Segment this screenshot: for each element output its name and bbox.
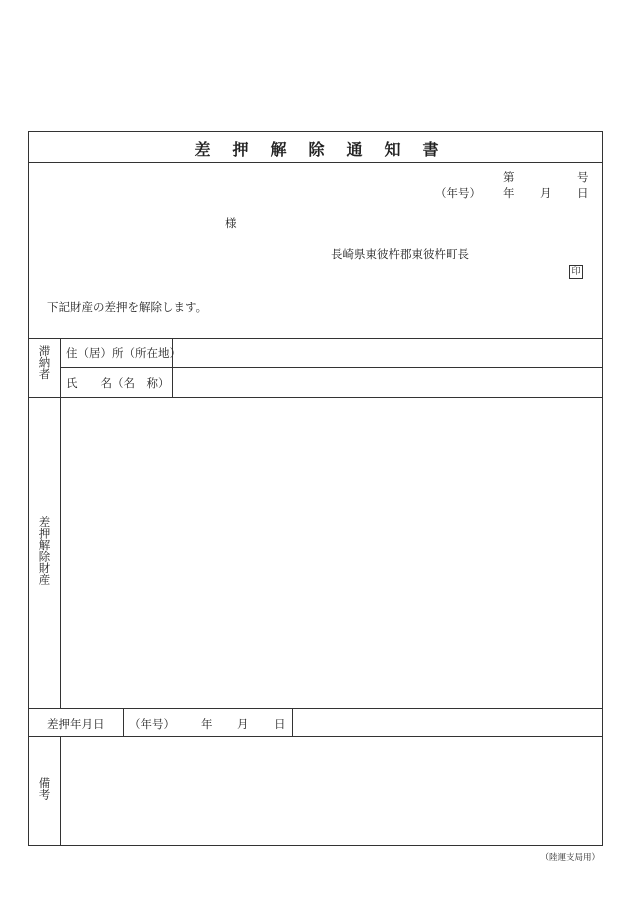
date-month: 月: [540, 186, 552, 200]
address-field[interactable]: [176, 339, 600, 367]
number-suffix: 号: [577, 170, 589, 184]
seizure-date-divider: [292, 708, 293, 736]
name-field[interactable]: [176, 368, 600, 396]
date-year: 年: [503, 186, 515, 200]
remarks-label-divider: [60, 736, 61, 845]
issuer-name: 長崎県東彼杵郡東彼杵町長: [331, 247, 469, 261]
property-section-label: 差押解除財産: [37, 516, 52, 585]
taxpayer-divider: [29, 397, 602, 398]
seizure-date-day: 日: [274, 717, 286, 731]
title-divider: [29, 162, 602, 163]
property-label-divider: [60, 397, 61, 708]
date-era: （年号）: [435, 186, 481, 200]
property-divider: [29, 708, 602, 709]
taxpayer-section-label: 滞納者: [37, 345, 52, 380]
seizure-date-era: （年号）: [129, 717, 175, 731]
footer-note: （陸運支局用）: [540, 853, 600, 863]
number-prefix: 第: [503, 170, 515, 184]
notice-form: [28, 131, 603, 846]
seizure-date-year: 年: [201, 717, 213, 731]
statement-text: 下記財産の差押を解除します。: [47, 300, 208, 314]
remarks-section-label: 備考: [37, 777, 52, 800]
seizure-date-month: 月: [237, 717, 249, 731]
seal-mark: 印: [569, 265, 583, 279]
document-title: 差押解除通知書: [194, 140, 461, 159]
property-field[interactable]: [64, 400, 600, 705]
remarks-field[interactable]: [64, 739, 600, 842]
address-label: 住（居）所（所在地）: [66, 346, 181, 360]
name-label: 氏 名（名 称）: [66, 376, 170, 390]
recipient-honorific: 様: [225, 216, 237, 230]
date-day: 日: [577, 186, 589, 200]
seizure-label-divider: [123, 708, 124, 736]
seizure-date-label: 差押年月日: [47, 717, 105, 731]
seizure-divider: [29, 736, 602, 737]
